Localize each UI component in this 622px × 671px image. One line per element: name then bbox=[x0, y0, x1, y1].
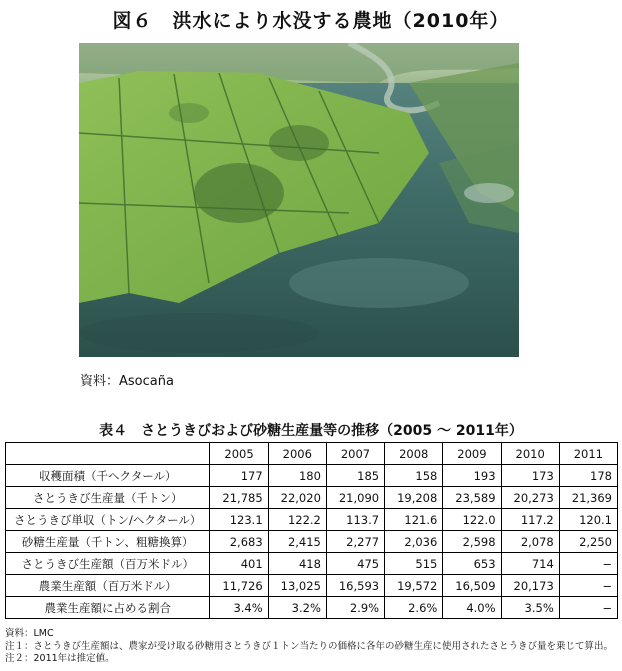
table-cell: 22,020 bbox=[268, 487, 326, 509]
year-header: 2008 bbox=[385, 443, 443, 465]
table-cell: − bbox=[559, 597, 617, 619]
table-cell: 178 bbox=[559, 465, 617, 487]
note-1: 注１：さとうきび生産額は、農家が受け取る砂糖用さとうきび１トン当たりの価格に各年の砂糖生産に使用されたさとうきび量を乗じて算出。 bbox=[5, 640, 614, 652]
table-cell: 193 bbox=[443, 465, 501, 487]
year-header: 2006 bbox=[268, 443, 326, 465]
table-cell: 475 bbox=[326, 553, 384, 575]
table-cell: 13,025 bbox=[268, 575, 326, 597]
row-label: 農業生産額に占める割合 bbox=[6, 597, 210, 619]
row-label: 農業生産額（百万米ドル） bbox=[6, 575, 210, 597]
table-cell: 173 bbox=[501, 465, 559, 487]
year-header: 2007 bbox=[326, 443, 384, 465]
table-row bbox=[6, 531, 618, 553]
table-row bbox=[6, 465, 618, 487]
table-cell: 2.9% bbox=[326, 597, 384, 619]
table-cell: 3.4% bbox=[210, 597, 268, 619]
table-cell: 23,589 bbox=[443, 487, 501, 509]
table-row bbox=[6, 575, 618, 597]
year-header: 2010 bbox=[501, 443, 559, 465]
table-corner-cell bbox=[6, 443, 210, 465]
table-cell: 113.7 bbox=[326, 509, 384, 531]
table-row bbox=[6, 597, 618, 619]
row-label: 収穫面積（千ヘクタール） bbox=[6, 465, 210, 487]
table-cell: − bbox=[559, 553, 617, 575]
note-source: 資料：LMC bbox=[5, 628, 54, 639]
table-cell: 3.2% bbox=[268, 597, 326, 619]
table-cell: 2,078 bbox=[501, 531, 559, 553]
table-cell: 185 bbox=[326, 465, 384, 487]
table-cell: 21,785 bbox=[210, 487, 268, 509]
table-cell: 122.0 bbox=[443, 509, 501, 531]
table-cell: 11,726 bbox=[210, 575, 268, 597]
table-cell: 158 bbox=[385, 465, 443, 487]
row-label: さとうきび生産額（百万米ドル） bbox=[6, 553, 210, 575]
flooded-farmland-photo bbox=[79, 43, 519, 357]
table-cell: 177 bbox=[210, 465, 268, 487]
table-cell: 123.1 bbox=[210, 509, 268, 531]
table-cell: 122.2 bbox=[268, 509, 326, 531]
year-header: 2009 bbox=[443, 443, 501, 465]
table-cell: 653 bbox=[443, 553, 501, 575]
table-cell: 2,415 bbox=[268, 531, 326, 553]
table-cell: 20,273 bbox=[501, 487, 559, 509]
table-cell: 2,036 bbox=[385, 531, 443, 553]
table-cell: 418 bbox=[268, 553, 326, 575]
table-cell: 401 bbox=[210, 553, 268, 575]
row-label: さとうきび単収（トン/ヘクタール） bbox=[6, 509, 210, 531]
table-cell: 2.6% bbox=[385, 597, 443, 619]
table-cell: 117.2 bbox=[501, 509, 559, 531]
year-header: 2011 bbox=[559, 443, 617, 465]
table-cell: 2,250 bbox=[559, 531, 617, 553]
figure-title: 図６ 洪水により水没する農地（2010年） bbox=[112, 10, 510, 32]
table-cell: 3.5% bbox=[501, 597, 559, 619]
table-cell: 120.1 bbox=[559, 509, 617, 531]
row-label: さとうきび生産量（千トン） bbox=[6, 487, 210, 509]
table-cell: 2,683 bbox=[210, 531, 268, 553]
table-cell: 4.0% bbox=[443, 597, 501, 619]
row-label: 砂糖生産量（千トン、粗糖換算） bbox=[6, 531, 210, 553]
table-cell: 21,090 bbox=[326, 487, 384, 509]
table-cell: 19,208 bbox=[385, 487, 443, 509]
sugar-production-table bbox=[5, 442, 618, 619]
table-row bbox=[6, 487, 618, 509]
note-2: 注２：2011年は推定値。 bbox=[5, 653, 115, 664]
table-cell: 16,509 bbox=[443, 575, 501, 597]
table-cell: 16,593 bbox=[326, 575, 384, 597]
table-cell: 121.6 bbox=[385, 509, 443, 531]
table-title: 表４ さとうきびおよび砂糖生産量等の推移（2005 ～ 2011年） bbox=[99, 423, 523, 439]
table-cell: 714 bbox=[501, 553, 559, 575]
table-cell: 180 bbox=[268, 465, 326, 487]
table-row bbox=[6, 509, 618, 531]
table-cell: 21,369 bbox=[559, 487, 617, 509]
table-cell: 19,572 bbox=[385, 575, 443, 597]
table-cell: − bbox=[559, 575, 617, 597]
table-cell: 515 bbox=[385, 553, 443, 575]
table-header-row bbox=[6, 443, 618, 465]
table-cell: 2,598 bbox=[443, 531, 501, 553]
figure-source: 資料：Asocaña bbox=[80, 374, 174, 389]
table-cell: 2,277 bbox=[326, 531, 384, 553]
year-header: 2005 bbox=[210, 443, 268, 465]
table-cell: 20,173 bbox=[501, 575, 559, 597]
table-notes bbox=[5, 628, 613, 666]
table-row bbox=[6, 553, 618, 575]
